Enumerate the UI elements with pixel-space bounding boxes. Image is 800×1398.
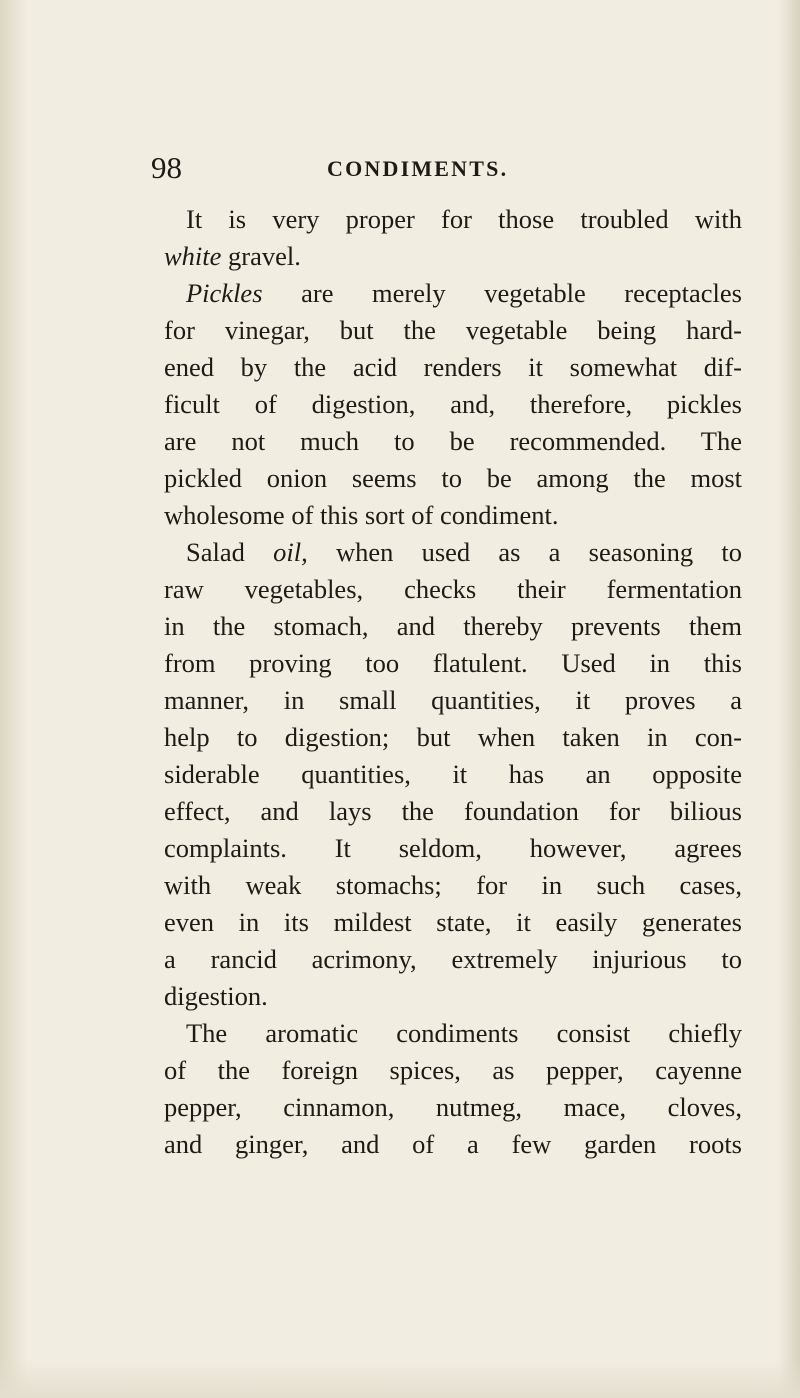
line-text: complaints. It seldom, however, agrees bbox=[164, 833, 742, 863]
line-text: help to digestion; but when taken in con- bbox=[164, 722, 742, 752]
italic-term: oil, bbox=[273, 537, 308, 567]
text-line bbox=[164, 867, 742, 904]
line-text: even in its mildest state, it easily generates bbox=[164, 907, 742, 937]
paragraph-salad-oil bbox=[164, 534, 742, 1015]
line-text: digestion. bbox=[164, 981, 268, 1011]
running-head bbox=[151, 148, 711, 188]
line-text: a rancid acrimony, extremely injurious to bbox=[164, 944, 742, 974]
text-line bbox=[164, 201, 742, 238]
text-line bbox=[164, 941, 742, 978]
line-text: effect, and lays the foundation for bilious bbox=[164, 796, 742, 826]
text-line bbox=[164, 571, 742, 608]
line-text: are not much to be recommended. The bbox=[164, 426, 742, 456]
page-number: 98 bbox=[151, 150, 182, 185]
text-line bbox=[164, 1015, 742, 1052]
text-line bbox=[164, 830, 742, 867]
text-line bbox=[164, 682, 742, 719]
text-line bbox=[164, 608, 742, 645]
line-text: gravel. bbox=[221, 241, 301, 271]
running-title: CONDIMENTS. bbox=[327, 156, 509, 181]
text-line bbox=[164, 349, 742, 386]
text-line bbox=[164, 719, 742, 756]
text-line bbox=[164, 497, 742, 534]
text-line bbox=[164, 756, 742, 793]
line-text: from proving too flatulent. Used in this bbox=[164, 648, 742, 678]
line-text: for vinegar, but the vegetable being hard- bbox=[164, 315, 742, 345]
line-text: wholesome of this sort of condiment. bbox=[164, 500, 559, 530]
line-text: ened by the acid renders it somewhat dif- bbox=[164, 352, 742, 382]
paragraph-pickles bbox=[164, 275, 742, 534]
text-line bbox=[164, 978, 742, 1015]
line-text: when used as a seasoning to bbox=[307, 537, 743, 567]
text-line bbox=[164, 1089, 742, 1126]
paragraph-white-gravel bbox=[164, 201, 742, 275]
page-edge-shadow-right bbox=[778, 0, 800, 1398]
text-line bbox=[164, 423, 742, 460]
line-text: manner, in small quantities, it proves a bbox=[164, 685, 742, 715]
page-edge-shadow-left bbox=[0, 0, 28, 1398]
line-text: of the foreign spices, as pepper, cayenne bbox=[164, 1055, 742, 1085]
line-text: are merely vegetable receptacles bbox=[262, 278, 742, 308]
page-edge-shadow-bottom bbox=[0, 1358, 800, 1398]
text-line bbox=[164, 645, 742, 682]
line-text: with weak stomachs; for in such cases, bbox=[164, 870, 742, 900]
text-line bbox=[164, 460, 742, 497]
line-text: pepper, cinnamon, nutmeg, mace, cloves, bbox=[164, 1092, 742, 1122]
text-line bbox=[164, 386, 742, 423]
paragraph-aromatic-condiments bbox=[164, 1015, 742, 1163]
text-line bbox=[164, 1052, 742, 1089]
text-line bbox=[164, 904, 742, 941]
text-line bbox=[164, 534, 742, 571]
italic-term: Pickles bbox=[186, 278, 263, 308]
text-line bbox=[164, 238, 742, 275]
line-text: raw vegetables, checks their fermentation bbox=[164, 574, 742, 604]
line-text: pickled onion seems to be among the most bbox=[164, 463, 742, 493]
line-text: It is very proper for those troubled with bbox=[186, 204, 742, 234]
line-text: ficult of digestion, and, therefore, pickles bbox=[164, 389, 742, 419]
line-text: and ginger, and of a few garden roots bbox=[164, 1129, 742, 1159]
line-text: in the stomach, and thereby prevents them bbox=[164, 611, 742, 641]
text-line bbox=[164, 312, 742, 349]
text-line bbox=[164, 793, 742, 830]
text-line bbox=[164, 275, 742, 312]
line-text: siderable quantities, it has an opposite bbox=[164, 759, 742, 789]
line-text: The aromatic condiments consist chiefly bbox=[186, 1018, 742, 1048]
body-text bbox=[164, 201, 742, 1163]
text-line bbox=[164, 1126, 742, 1163]
line-text: Salad bbox=[186, 537, 274, 567]
italic-term: white bbox=[164, 241, 222, 271]
